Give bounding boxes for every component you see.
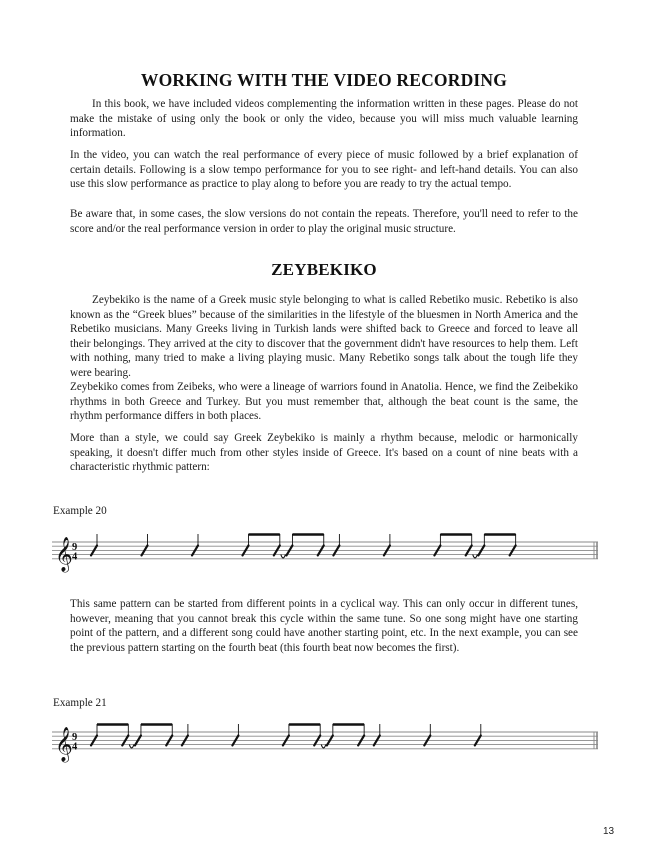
- time-signature-top: 9: [72, 731, 78, 743]
- music-staff-example-20: [50, 522, 602, 582]
- treble-clef-icon: 𝄞: [55, 536, 73, 572]
- time-signature-bottom: 4: [72, 741, 78, 753]
- paragraph: In this book, we have included videos complementing the information written in these pages. Please do not make the mistake of using only the book or only the video, because you will miss much valuable learning information.: [70, 98, 578, 140]
- paragraph: This same pattern can be started from different points in a cyclical way. This can only occur in different tunes, however, meaning that you cannot break this cycle within the same tune. So one song might have one starting point of the pattern, and a different song could have another starting point, etc. In the next example, you can see the previous pattern starting on the fourth beat (this fourth beat now becomes the first).: [70, 598, 578, 654]
- treble-clef-icon: 𝄞: [55, 726, 73, 762]
- section-heading-video: WORKING WITH THE VIDEO RECORDING: [140, 70, 508, 90]
- paragraph: Zeybekiko is the name of a Greek music style belonging to what is called Rebetiko music. Rebetiko is also known as the “Greek blues” because of the similarities in the lifestyle of the bluesmen in North America and the Rebetiko musicians. Many Greeks living in Turkish lands were shifted back to Greece and forced to leave all their belongings. They arrived at the city to discover that the government didn't have resources to help them. Left with nothing, many tried to make a living playing music. Many Rebetiko songs talk about the tough life they were bearing.: [70, 294, 578, 379]
- page-number: 13: [603, 826, 615, 837]
- paragraph: Zeybekiko comes from Zeibeks, who were a lineage of warriors found in Anatolia. Hence, we find the Zeibekiko rhythms in both Greece and Turkey. But you must remember that, although the beat count is the same, the rhythm performance differs in both places.: [70, 381, 578, 423]
- paragraph: Be aware that, in some cases, the slow versions do not contain the repeats. Therefore, you'll need to refer to the score and/or the real performance version in order to play the original music structure.: [70, 208, 578, 235]
- time-signature-top: 9: [72, 541, 78, 553]
- paragraph: More than a style, we could say Greek Zeybekiko is mainly a rhythm because, melodic or harmonically speaking, it doesn't differ much from other styles inside of Greece. It's based on a count of nine beats with a characteristic rhythmic pattern:: [70, 432, 578, 474]
- example-label: Example 21: [53, 697, 107, 709]
- paragraph: In the video, you can watch the real performance of every piece of music followed by a brief explanation of certain details. Following is a slow tempo performance for you to see right- and left-hand details. You can also use this slow performance as practice to play along to before you are ready to try the actual tempo.: [70, 149, 578, 191]
- music-staff-example-21: [50, 712, 602, 772]
- example-label: Example 20: [53, 505, 107, 517]
- time-signature-bottom: 4: [72, 551, 78, 563]
- section-heading-zeybekiko: ZEYBEKIKO: [271, 260, 377, 279]
